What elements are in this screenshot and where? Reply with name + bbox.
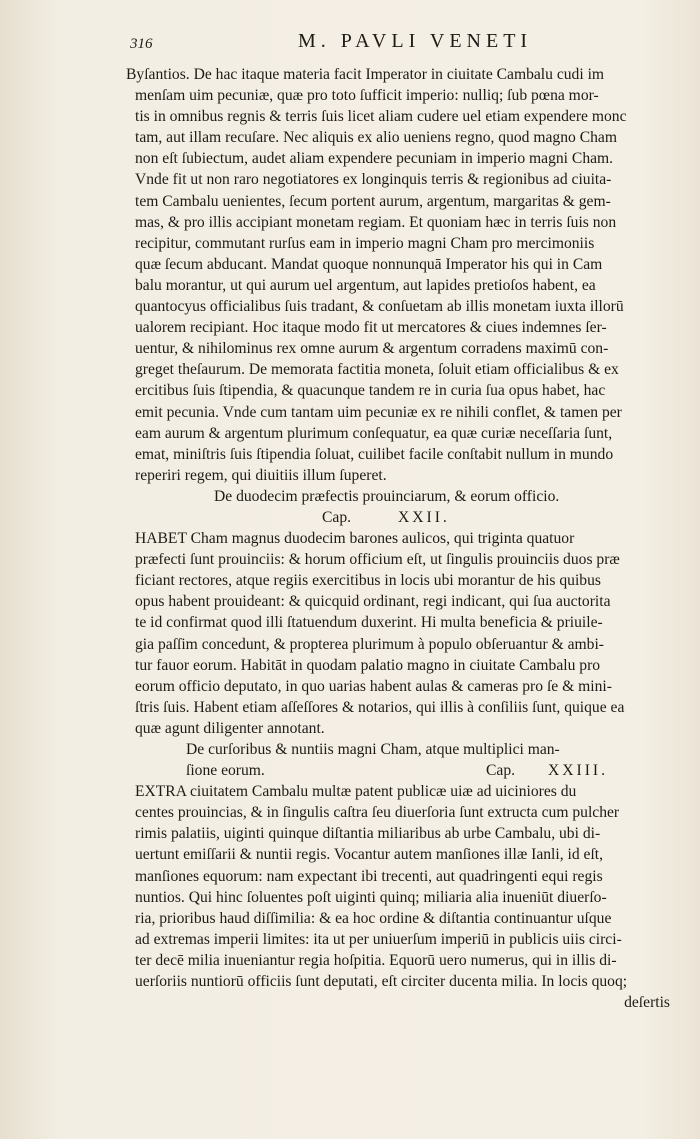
chapter-label: XXII. [398, 508, 450, 526]
text-line: ercitibus ſuis ſtipendia, & quacunque tandem re in curia ſua opus habet, hac [135, 382, 606, 400]
text-line: ſtris ſuis. Habent etiam aſſeſſores & notarios, qui illis à conſiliis ſunt, quique ea [135, 698, 625, 716]
text-line: quæ ſecum abducant. Mandat quoque nonnunquā Imperator his qui in Cam [135, 255, 603, 273]
chapter-heading-continuation: ſione eorum. [186, 762, 265, 780]
chapter-number-line [126, 507, 674, 528]
text-line: Vnde fit ut non raro negotiatores ex longinquis terris & regionibus ad ciuita- [135, 171, 612, 189]
text-line: Byſantios. De hac itaque materia facit Imperator in ciuitate Cambalu cudi im [126, 66, 605, 83]
text-line: reperiri regem, qui diuitiis illum ſuperet. [135, 466, 387, 484]
text-line: tam, aut illam recuſare. Nec aliquis ex alio ueniens regno, quod magno Cham [135, 129, 617, 147]
chapter-heading: De duodecim præfectis prouinciarum, & eorum officio. [214, 487, 560, 505]
text-line: opus habent prouideant: & quicquid ordinant, regi indicant, qui ſua auctorita [135, 593, 611, 611]
page-number: 316 [130, 36, 153, 52]
text-line: nuntios. Qui hinc ſoluentes poſt uiginti quinq; miliaria alia inueniūt diuerſo- [135, 888, 607, 906]
chapter-label: Cap. [486, 762, 516, 780]
text-block [126, 64, 674, 1013]
text-line: uerſoriis nuntiorū officiis ſunt deputati, eſt circiter ducenta milia. In locis quoq; [135, 973, 628, 991]
text-line: HABET Cham magnus duodecim barones aulicos, qui triginta quatuor [135, 530, 575, 548]
text-line: eam aurum & argentum plurimum conſequatur, ea quæ curiæ neceſſaria ſunt, [135, 424, 613, 442]
text-line: menſam uim pecuniæ, quæ pro toto ſufficit imperio: nulliq; ſub pœna mor- [135, 87, 599, 105]
text-line: non eſt ſubiectum, audet aliam expendere pecuniam in imperio magni Cham. [135, 150, 614, 168]
text-line: rimis palatiis, uiginti quinque diſtantia miliaribus ab urbe Cambalu, ubi di- [135, 825, 601, 843]
catchword: deſertis [624, 994, 670, 1012]
text-line: ualorem recipiant. Hoc itaque modo fit ut mercatores & ciues indemnes ſer- [135, 319, 607, 337]
text-line: uentur, & nihilominus rex omne aurum & argentum corradens maximū con- [135, 340, 609, 358]
text-line: præfecti ſunt prouinciis: & horum officium eſt, ut ſingulis prouinciis duos præ [135, 551, 620, 569]
text-line: emat, miniſtris ſuis ſtipendia ſoluat, cuilibet facile conſtabit nullum in mundo [135, 445, 614, 463]
text-line: emit pecunia. Vnde cum tantam uim pecuniæ ex re nihili conflet, & tamen per [135, 403, 622, 421]
text-line: te id confirmat quod illi ſtatuendum duxerint. Hi multa beneficia & priuile- [135, 614, 603, 632]
chapter-number-line [126, 760, 674, 781]
text-line: tur fauor eorum. Habitāt in quodam palatio magno in ciuitate Cambalu pro [135, 656, 601, 674]
chapter-heading: De curſoribus & nuntiis magni Cham, atque multiplici man- [186, 741, 560, 758]
text-line: ria, prioribus haud diſſimilia: & ea hoc ordine & diſtantia continuantur uſque [135, 909, 612, 927]
text-line: EXTRA ciuitatem Cambalu multæ patent publicæ uiæ ad uiciniores du [135, 783, 577, 801]
text-line: uertunt emiſſarii & nuntii regis. Vocantur autem manſiones illæ Ianli, id eſt, [135, 846, 604, 864]
text-line: centes prouincias, & in ſingulis caſtra ſeu diuerſoria ſunt extructa cum pulcher [135, 804, 620, 822]
text-line: ter decē milia inueniantur regia hoſpitia. Equorū uero numerus, qui in illis di- [135, 951, 617, 969]
chapter-label: XXIII. [548, 762, 608, 780]
chapter-label: Cap. [322, 508, 352, 526]
text-line: quæ agunt diligenter annotant. [135, 719, 325, 737]
running-head: M. PAVLI VENETI [298, 30, 533, 52]
text-line: manſiones equorum: nam expectant ibi trecenti, aut quadringenti equi regis [135, 867, 603, 885]
text-line: balu morantur, ut qui aurum uel argentum, aut lapides pretioſos habent, ea [135, 276, 596, 294]
text-line: ad extremas imperii limites: ita ut per uniuerſum imperiū in publicis uiis circi- [135, 930, 622, 948]
text-line: greget theſaurum. De memorata factitia moneta, ſoluit etiam officialibus & ex [135, 361, 619, 379]
text-line: quantocyus officialibus ſuis tradant, & conſuetam ab illis monetam iuxta illorū [135, 298, 624, 316]
text-line: tis in omnibus regnis & terris ſuis licet aliam cudere uel etiam expendere monc [135, 108, 627, 126]
text-line: ficiant rectores, atque regiis exercitibus in locis ubi morantur de his quibus [135, 572, 601, 590]
text-line: recipitur, commutant rurſus eam in imperio magni Cham pro mercimoniis [135, 234, 595, 252]
text-line: gia paſſim concedunt, & propterea plurimum à populo obſeruantur & ambi- [135, 635, 604, 653]
text-line: tem Cambalu uenientes, ſecum portent aurum, argentum, margaritas & gem- [135, 192, 611, 210]
page-header [0, 30, 700, 60]
text-line: mas, & pro illis accipiant monetam regiam. Et quoniam hæc in terris ſuis non [135, 213, 617, 231]
text-line: eorum officio deputato, in quo uarias habent aulas & cameras pro ſe & mini- [135, 677, 612, 695]
